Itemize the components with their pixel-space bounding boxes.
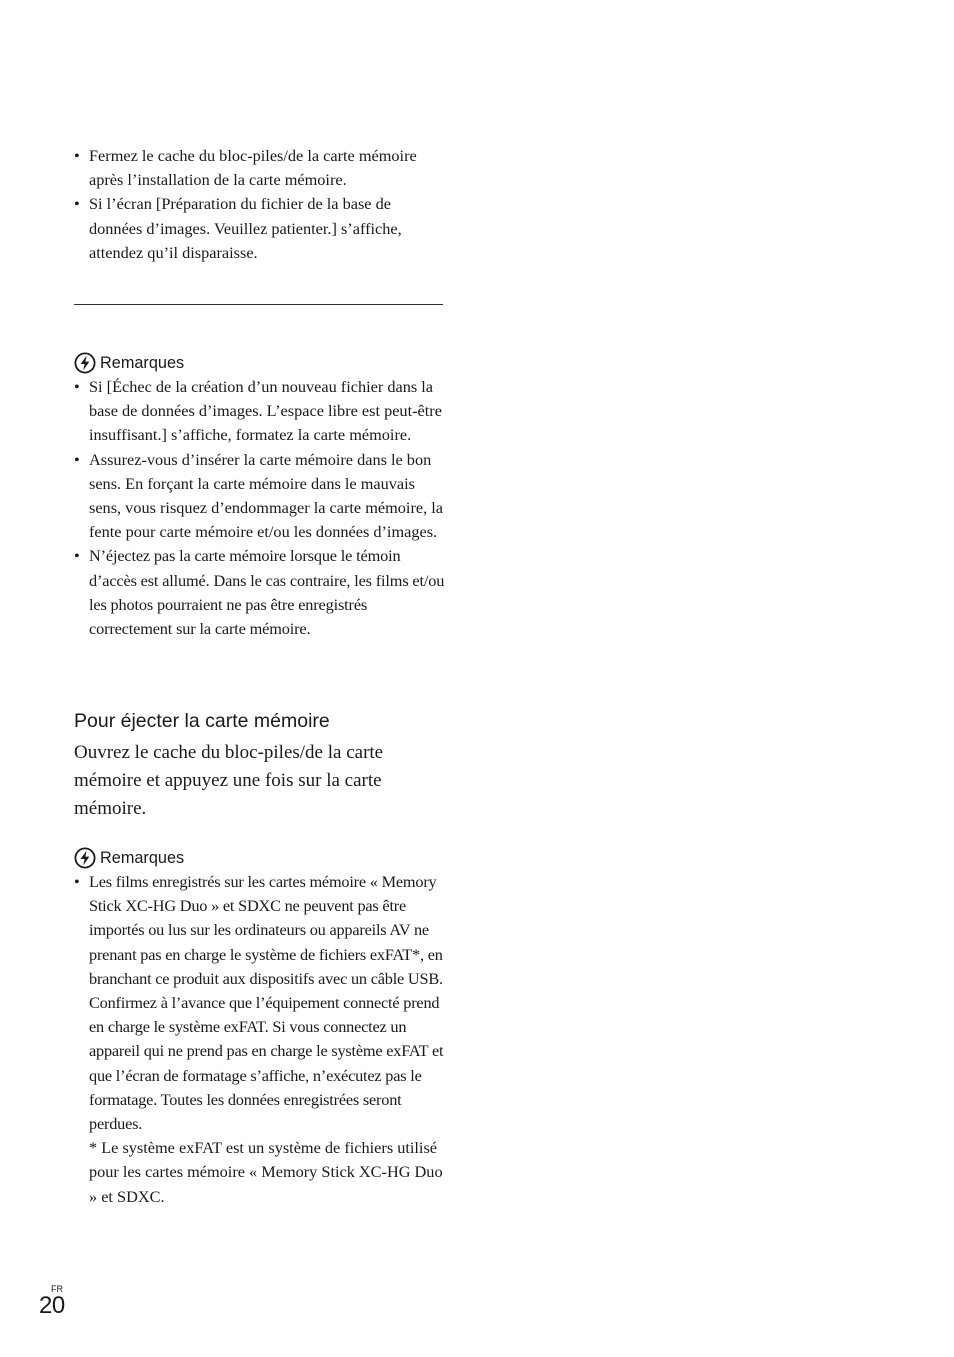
top-notes <box>74 144 446 265</box>
list-item: • Si [Échec de la création d’un nouveau fichier dans la base de données d’images. L’espace libre est peut-être insuffisant.] s’affiche, formatez la carte mémoire. <box>74 375 446 448</box>
exfat-footnote: * Le système exFAT est un système de fichiers utilisé pour les cartes mémoire « Memory Stick XC-HG Duo » et SDXC. <box>89 1138 443 1206</box>
list-item: • Assurez-vous d’insérer la carte mémoire dans le bon sens. En forçant la carte mémoire dans le mauvais sens, vous risquez d’endommager la carte mémoire, la fente pour carte mémoire et/ou les données d’images. <box>74 448 446 545</box>
remarks-section-1 <box>74 351 446 641</box>
list-item: • Si l’écran [Préparation du fichier de la base de données d’images. Veuillez patienter.] s’affiche, attendez qu’il disparaisse. <box>74 192 446 265</box>
remarks-section-2 <box>74 846 446 1209</box>
remarks-heading <box>74 351 446 375</box>
remarks-list-2 <box>74 870 446 1136</box>
eject-section <box>74 708 446 823</box>
remarks-heading <box>74 846 446 870</box>
remarks-lightning-icon <box>74 352 96 374</box>
page-number: 20 <box>39 1292 65 1319</box>
list-item: • Fermez le cache du bloc-piles/de la carte mémoire après l’installation de la carte mémoire. <box>74 144 446 192</box>
page-language-code: FR <box>51 1284 63 1294</box>
section-divider <box>74 304 443 305</box>
remarks-heading-label: Remarques <box>100 848 185 867</box>
list-item: • Les films enregistrés sur les cartes mémoire « Memory Stick XC-HG Duo » et SDXC ne peuvent pas être importés ou lus sur les ordinateurs ou appareils AV ne prenant pas en charge le système de fichiers exFAT*, en branchant ce produit aux dispositifs avec un câble USB. Confirmez à l’avance que l’équipement connecté prend en charge le système exFAT. Si vous connectez un appareil qui ne prend pas en charge le système exFAT et que l’écran de formatage s’affiche, n’exécutez pas le formatage. Toutes les données enregistrées seront perdues. <box>74 870 446 1136</box>
eject-body: Ouvrez le cache du bloc-piles/de la carte mémoire et appuyez une fois sur la carte mémoire. <box>74 742 384 819</box>
top-notes-list <box>74 144 446 265</box>
remarks-heading-label: Remarques <box>100 353 185 372</box>
eject-title: Pour éjecter la carte mémoire <box>74 710 330 732</box>
remarks-list-1 <box>74 375 446 641</box>
list-item: • N’éjectez pas la carte mémoire lorsque le témoin d’accès est allumé. Dans le cas contraire, les films et/ou les photos pourraient ne pas être enregistrés correctement sur la carte mémoire. <box>74 544 446 641</box>
remarks-lightning-icon <box>74 847 96 869</box>
